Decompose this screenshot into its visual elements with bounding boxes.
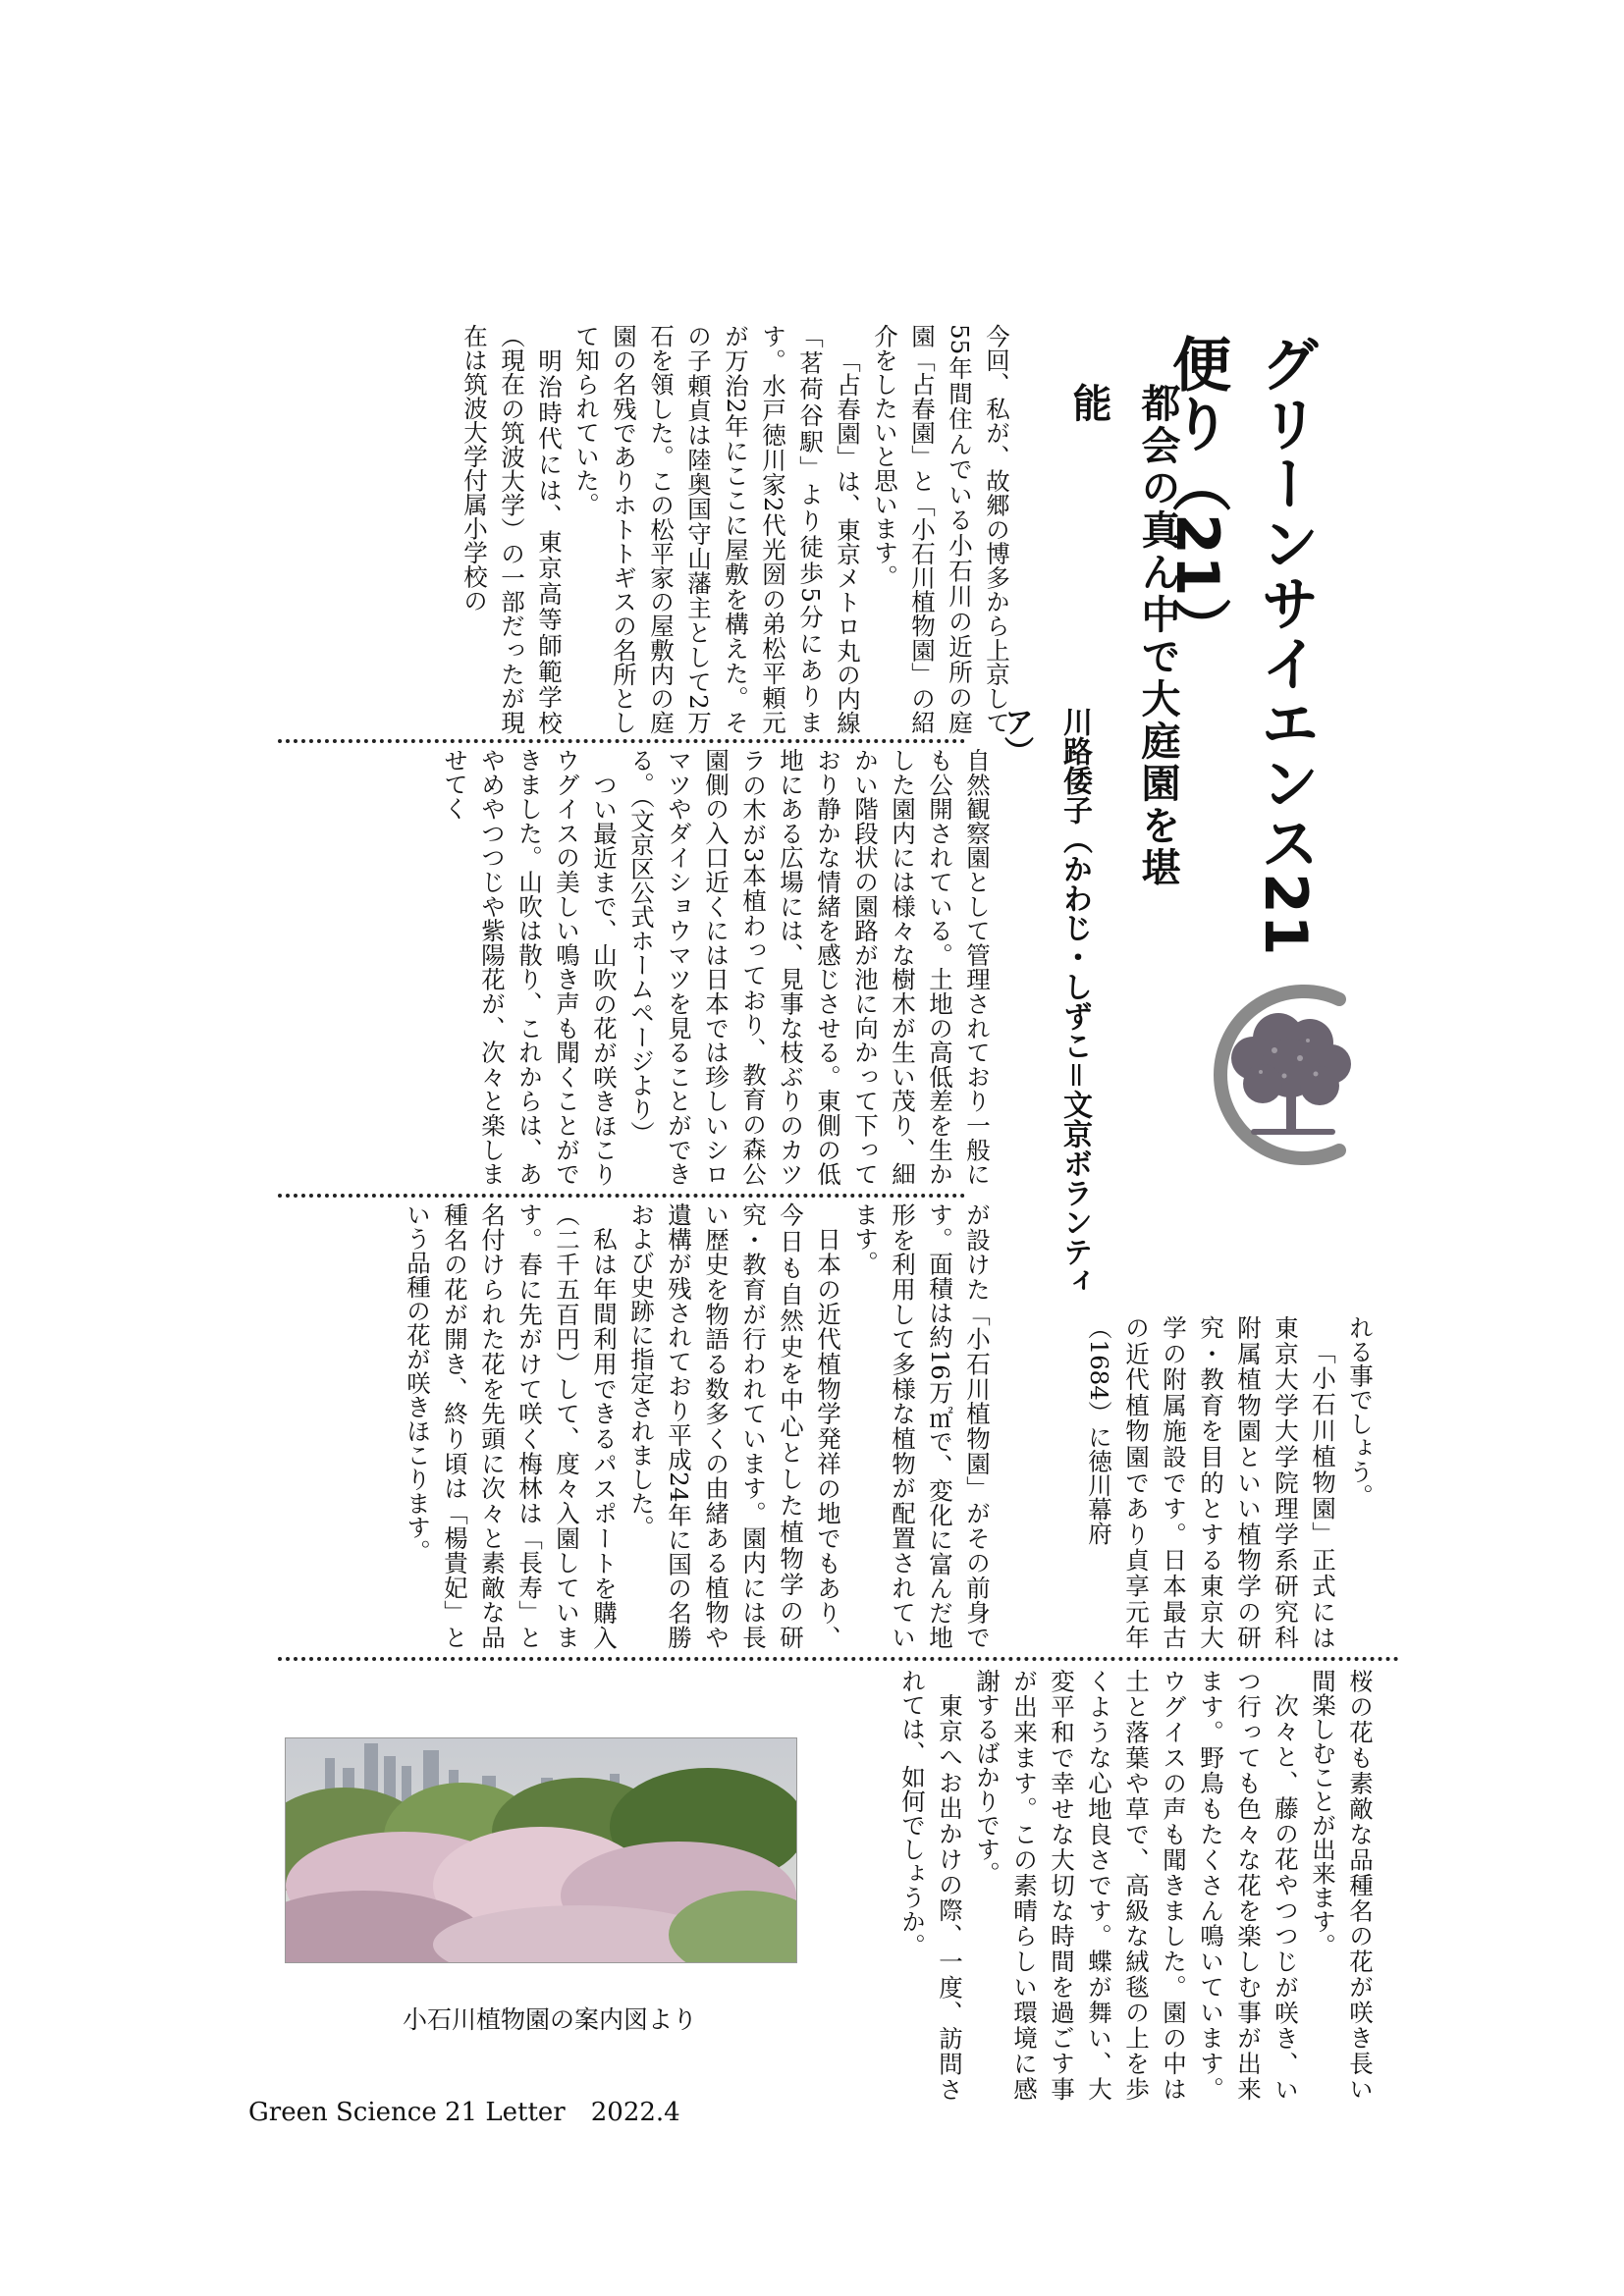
article-title: グリーンサイエンス21便り（21） bbox=[1163, 334, 1320, 957]
publication-name: Green Science 21 Letter bbox=[248, 2098, 566, 2127]
garden-photo bbox=[285, 1737, 797, 1963]
paragraph: が設けた「小石川植物園」がその前身です。面積は約16万㎡で、変化に富んだ地形を利用して多様な植物が配置されています。 bbox=[851, 1202, 992, 1649]
paragraph: 私は年間利用できるパスポートを購入（二千五百円）して、度々入園しています。春に先がけて咲く梅林は「長寿」と名付けられた花を先頭に次々と素敵な品種名の花が開き、終り頃は「楊貴妃」という品種の花が咲きほこります。 bbox=[404, 1202, 619, 1649]
separator-dotted bbox=[278, 1194, 965, 1198]
middle-text-block-upper bbox=[279, 748, 996, 1186]
paragraph: 今回、私が、故郷の博多から上京して55年間住んでいる小石川の近所の庭園「占春園」と「小石川植物園」の紹介をしたいと思います。 bbox=[871, 324, 1011, 734]
photo-caption: 小石川植物園の案内図より bbox=[402, 2005, 697, 2034]
paragraph: 次々と、藤の花やつつじが咲き、いつ行っても色々な花を楽しむ事が出来ます。野鳥もたくさん鳴いています。ウグイスの声も聞きました。園の中は土と落葉や草で、高級な絨毯の上を歩くような心地良さです。蝶が舞い、大変平和で幸せな大切な時間を過ごす事が出来ます。この素晴らしい環境に感謝するばかりです。 bbox=[973, 1669, 1300, 2101]
paragraph: 桜の花も素敵な品種名の花が咲き長い間楽しむことが出来ます。 bbox=[1309, 1669, 1375, 2101]
paragraph: 「小石川植物園」正式には東京大学大学院理学系研究科附属植物園といい植物学の研究・教育を目的とする東京大学の附属施設です。日本最古の近代植物園であり貞享元年（1684）に徳川幕府 bbox=[1085, 1315, 1337, 1649]
separator-dotted bbox=[278, 739, 965, 743]
upper-text-block bbox=[289, 324, 1015, 734]
separator-dotted bbox=[278, 1657, 1399, 1661]
paragraph: 東京へお出かけの際、一度、訪問されては、如何でしょうか。 bbox=[898, 1669, 964, 2101]
paragraph: つい最近まで、山吹の花が咲きほこりウグイスの美しい鳴き声も聞くことができました。山吹は散り、これからは、あやめやつつじや紫陽花が、次々と楽しませてく bbox=[441, 748, 619, 1186]
article-subtitle: 都会の真ん中で大庭園を堪能 bbox=[1066, 383, 1180, 889]
middle-text-block-right bbox=[1085, 1315, 1379, 1649]
paragraph: 明治時代には、東京高等師範学校（現在の筑波大学）の一部だったが現在は筑波大学付属小学校の bbox=[460, 324, 564, 734]
middle-text-block-lower bbox=[279, 1202, 996, 1649]
article-author: 川路倭子（かわじ・しずこ＝文京ボランティア） bbox=[999, 707, 1092, 1296]
lower-text-block bbox=[829, 1669, 1379, 2101]
paragraph: 日本の近代植物学発祥の地でもあり、今日も自然史を中心とした植物学の研究・教育が行われています。園内には長い歴史を物語る数多くの由緒ある植物や遺構が残されており平成24年に国の名勝および史跡に指定されました。 bbox=[627, 1202, 842, 1649]
paragraph: れる事でしょう。 bbox=[1346, 1315, 1375, 1508]
issue-date: 2022.4 bbox=[590, 2098, 680, 2127]
paragraph: 「占春園」は、東京メトロ丸の内線「茗荷谷駅」より徒歩5分にあります。水戸徳川家2代光圀の弟松平頼元が万治2年にここに屋敷を構えた。その子頼貞は陸奥国守山藩主として2万石を領した。この松平家の屋敷内の庭園の名残でありホトトギスの名所として知られていた。 bbox=[572, 324, 862, 734]
paragraph: 自然観察園として管理されており一般にも公開されている。土地の高低差を生かした園内には様々な樹木が生い茂り、細かい階段状の園路が池に向かって下っており静かな情緒を感じさせる。東側の低地にある広場には、見事な枝ぶりのカツラの木が3本植わっており、教育の森公園側の入口近くには日本では珍しいシロマツやダイショウマツを見ることができる。（文京区公式ホームページより） bbox=[627, 748, 992, 1187]
footer bbox=[248, 2098, 759, 2127]
tree-emblem-icon bbox=[1192, 982, 1379, 1168]
